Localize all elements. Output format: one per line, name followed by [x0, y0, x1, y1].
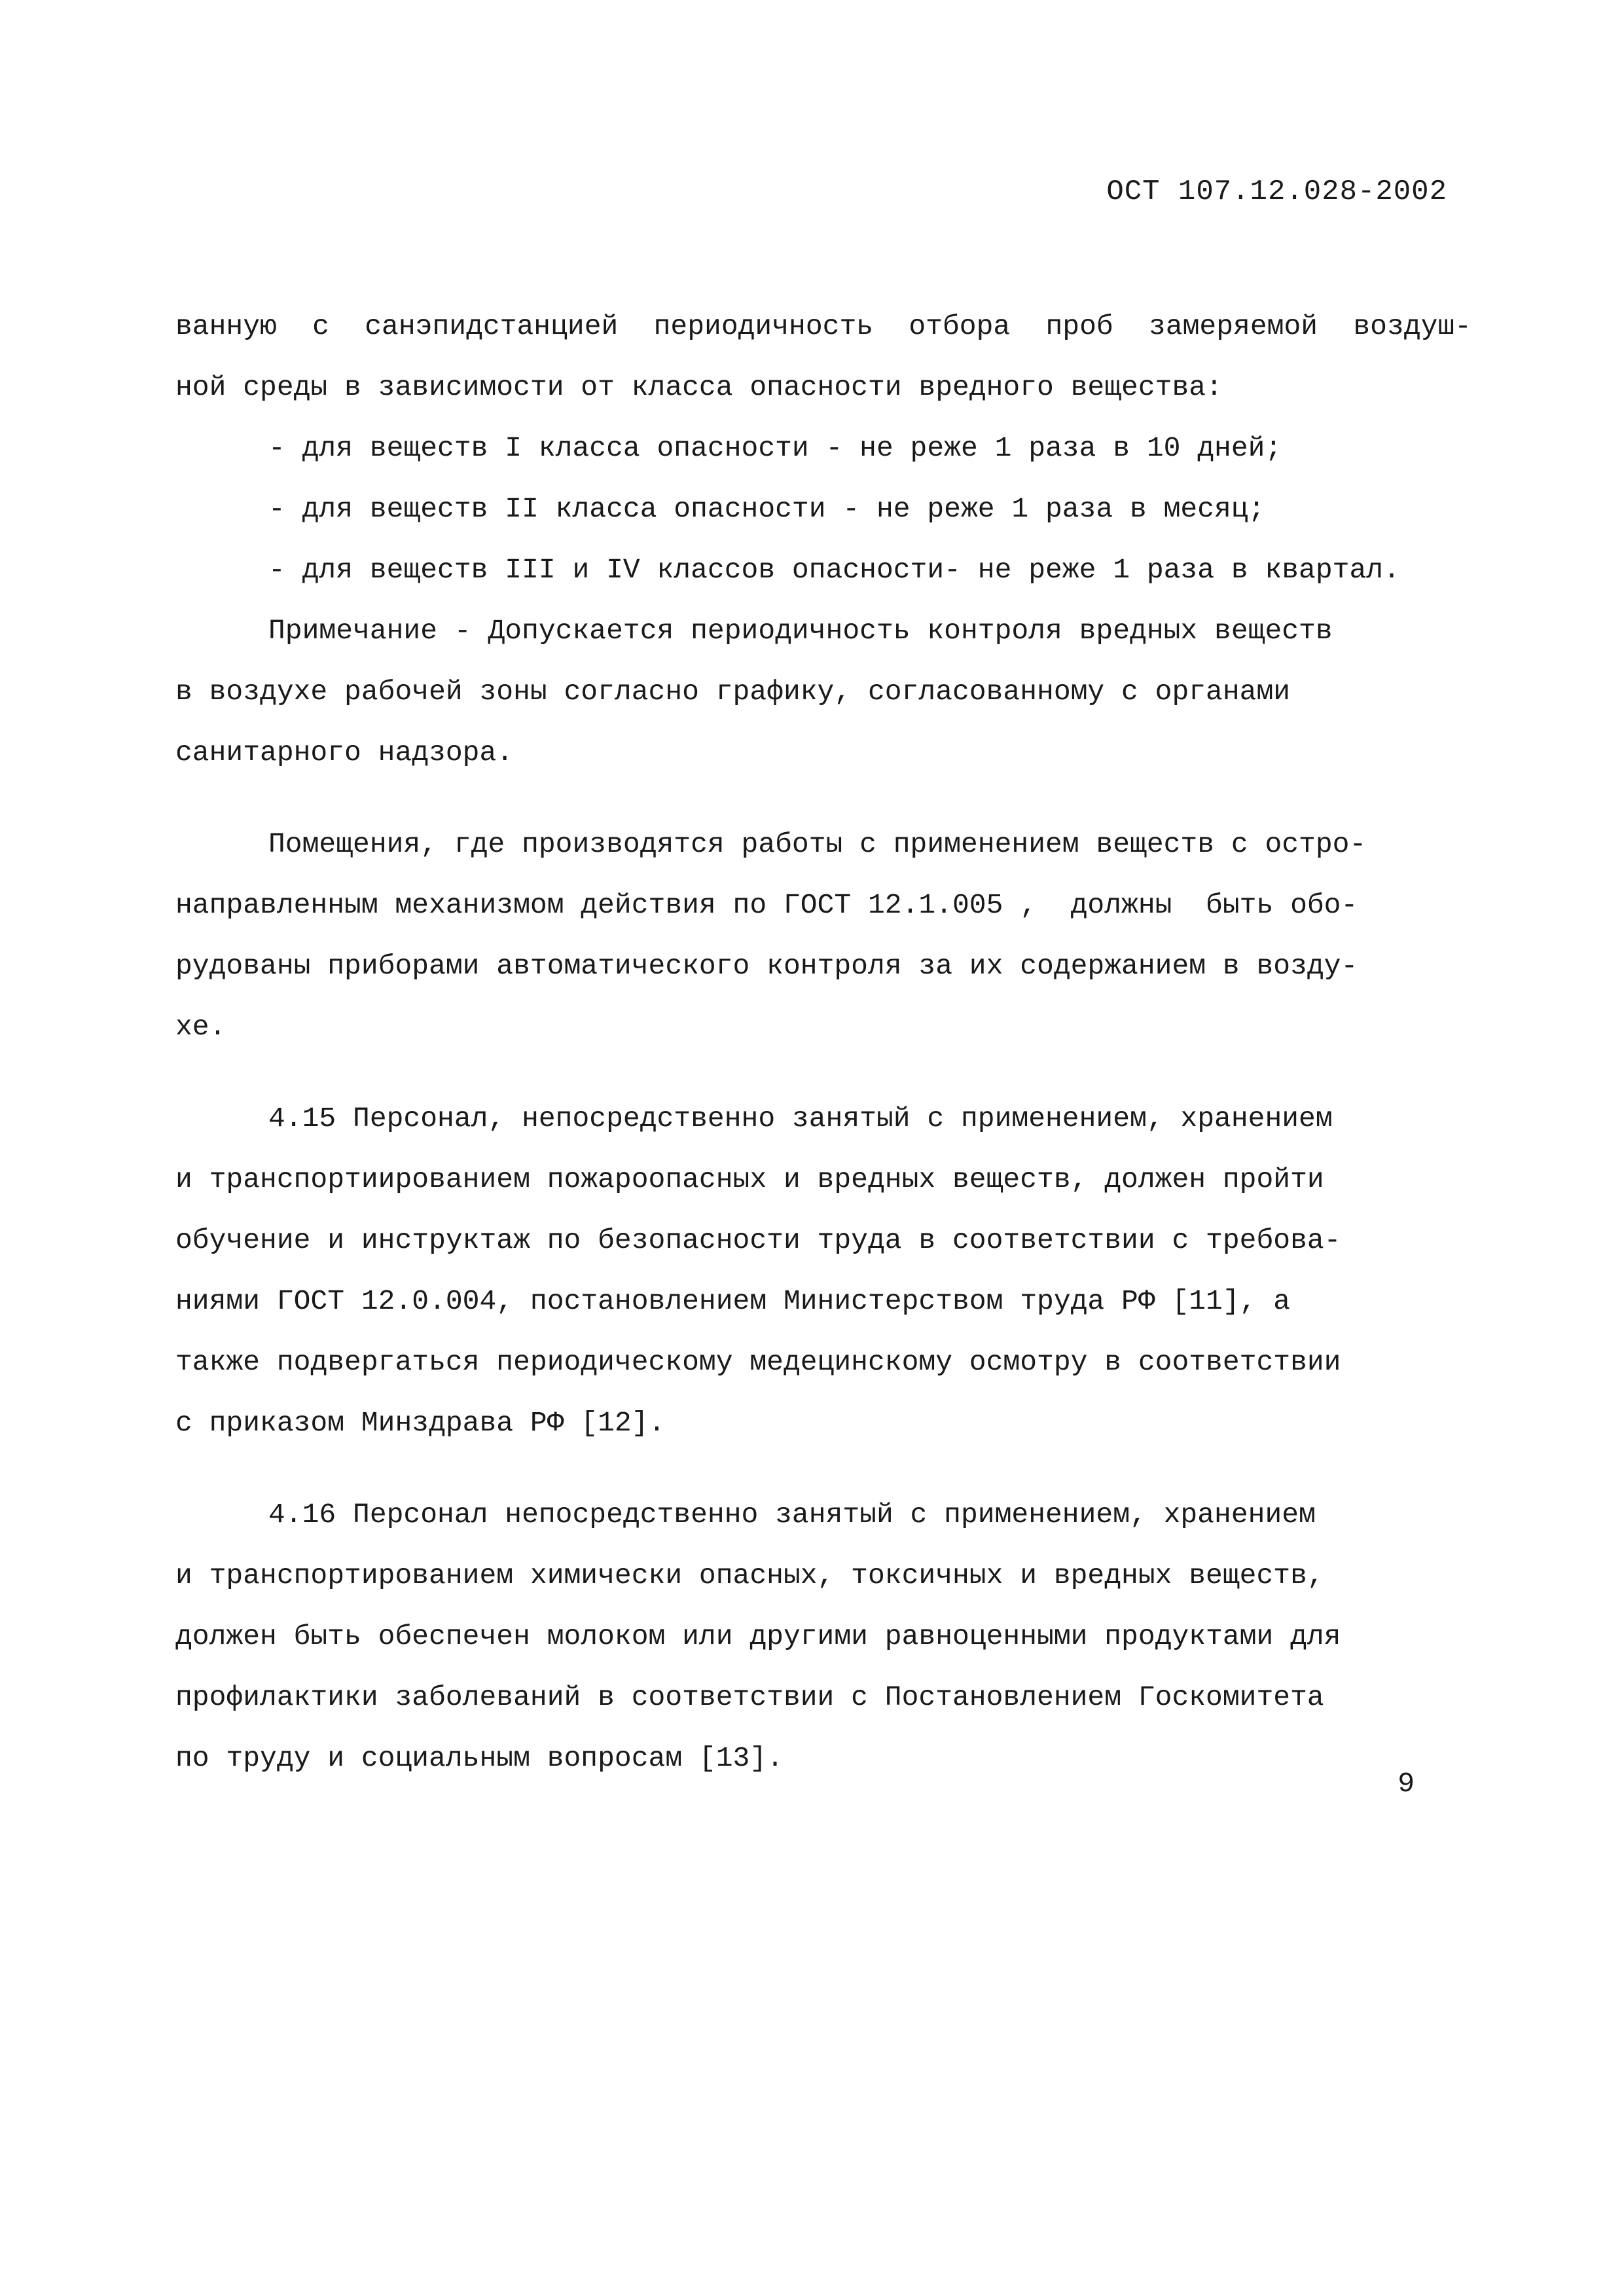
paragraph-sampling-periodicity: [175, 296, 1471, 600]
note-line: санитарного надзора.: [175, 737, 514, 769]
text-line: рудованы приборами автоматического контроля за их содержанием в возду-: [175, 950, 1358, 982]
text-line: ниями ГОСТ 12.0.004, постановлением Министерством труда РФ [11], а: [175, 1285, 1291, 1317]
paragraph-gap: [175, 1453, 1471, 1484]
document-body: [175, 296, 1471, 1789]
text-line: направленным механизмом действия по ГОСТ 12.1.005 , должны быть обо-: [175, 889, 1358, 921]
page-number: 9: [1398, 1768, 1415, 1800]
paragraph-note: [175, 600, 1471, 783]
text-line: также подвергаться периодическому медецинскому осмотру в соответствии: [175, 1346, 1341, 1378]
note-line: Примечание - Допускается периодичность контроля вредных веществ: [268, 615, 1333, 647]
text-line: профилактики заболеваний в соответствии с Постановлением Госкомитета: [175, 1681, 1324, 1713]
text-line: Помещения, где производятся работы с применением веществ с остро-: [268, 828, 1367, 860]
paragraph-gap: [175, 1057, 1471, 1088]
text-line: должен быть обеспечен молоком или другими равноценными продуктами для: [175, 1620, 1341, 1652]
text-line: с приказом Минздрава РФ [12].: [175, 1407, 666, 1439]
text-line: ванную с санэпидстанцией периодичность отбора проб замеряемой воздуш-: [175, 310, 1471, 342]
text-line: и транспортированием химически опасных, токсичных и вредных веществ,: [175, 1559, 1324, 1592]
paragraph-4-15: [175, 1088, 1471, 1453]
text-line: по труду и социальным вопросам [13].: [175, 1742, 784, 1774]
text-line: и транспортиированием пожароопасных и вредных веществ, должен пройти: [175, 1163, 1324, 1195]
paragraph-gap: [175, 783, 1471, 814]
document-code-header: ОСТ 107.12.028-2002: [1106, 175, 1447, 208]
text-line: обучение и инструктаж по безопасности труда в соответствии с требова-: [175, 1224, 1341, 1256]
text-line: ной среды в зависимости от класса опасности вредного вещества:: [175, 371, 1223, 403]
list-item-class-2: - для веществ II класса опасности - не реже 1 раза в месяц;: [268, 493, 1265, 525]
text-line: 4.16 Персонал непосредственно занятый с применением, хранением: [268, 1499, 1316, 1531]
text-line: 4.15 Персонал, непосредственно занятый с применением, хранением: [268, 1102, 1333, 1135]
list-item-class-3-4: - для веществ III и IV классов опасности- не реже 1 раза в квартал.: [268, 554, 1400, 586]
paragraph-premises: [175, 814, 1471, 1057]
list-item-class-1: - для веществ I класса опасности - не реже 1 раза в 10 дней;: [268, 432, 1282, 464]
paragraph-4-16: [175, 1484, 1471, 1789]
note-line: в воздухе рабочей зоны согласно графику, согласованному с органами: [175, 676, 1291, 708]
text-line: хе.: [175, 1011, 226, 1043]
